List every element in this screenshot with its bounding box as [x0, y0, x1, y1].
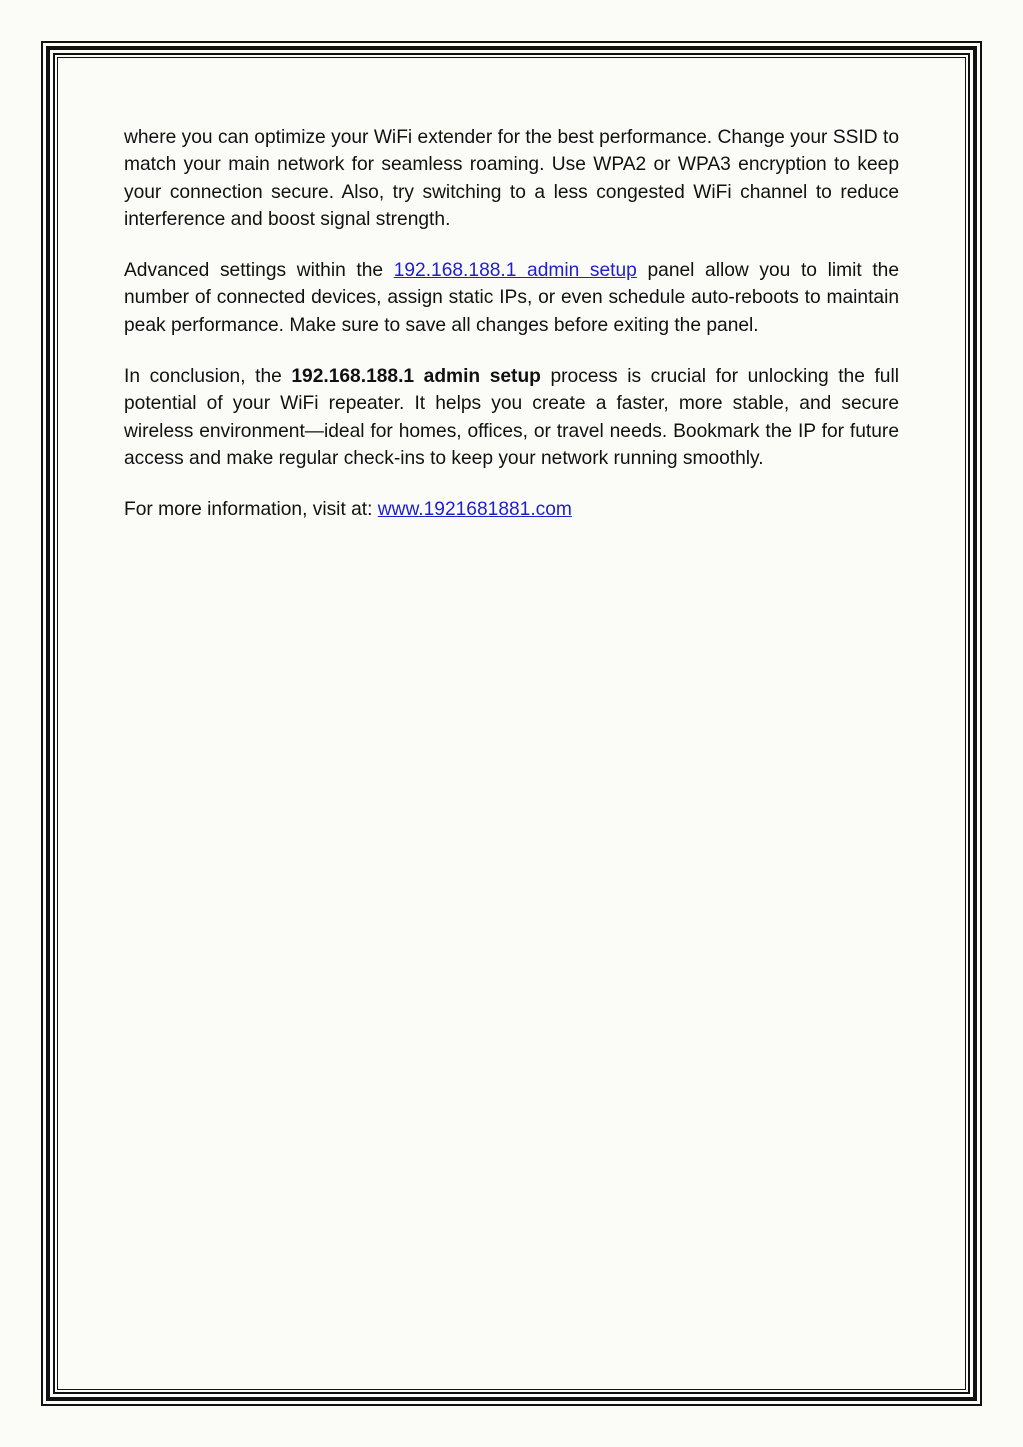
paragraph-text: In conclusion, the	[124, 366, 292, 388]
admin-setup-bold-term: 192.168.188.1 admin setup	[291, 366, 541, 388]
paragraph-text: process is crucial for unlocking the full potential of your WiFi repeater. It helps you create a faster, more stable, and secure wireless environment—ideal for homes, offices, or travel needs. Bookmark the IP for future access and make regular check-ins to keep your network running smoothly.	[124, 366, 899, 469]
paragraph-advanced-settings	[124, 257, 899, 339]
admin-setup-link[interactable]: 192.168.188.1 admin setup	[393, 260, 637, 282]
paragraph-conclusion	[124, 363, 899, 472]
paragraph-text: panel allow you to limit the number of connected devices, assign static IPs, or even schedule auto-reboots to maintain peak performance. Make sure to save all changes before exiting the panel.	[124, 260, 899, 336]
paragraph-text: where you can optimize your WiFi extender for the best performance. Change your SSID to match your main network for seamless roaming. Use WPA2 or WPA3 encryption to keep your connection secure. Also, try switching to a less congested WiFi channel to reduce interference and boost signal strength.	[124, 127, 899, 230]
paragraph-text: Advanced settings within the	[124, 260, 394, 282]
website-link[interactable]: www.1921681881.com	[377, 499, 572, 521]
paragraph-text: For more information, visit at:	[124, 499, 378, 521]
paragraph-wifi-optimization	[124, 124, 899, 233]
document-body	[124, 124, 899, 548]
paragraph-more-info	[124, 496, 899, 523]
